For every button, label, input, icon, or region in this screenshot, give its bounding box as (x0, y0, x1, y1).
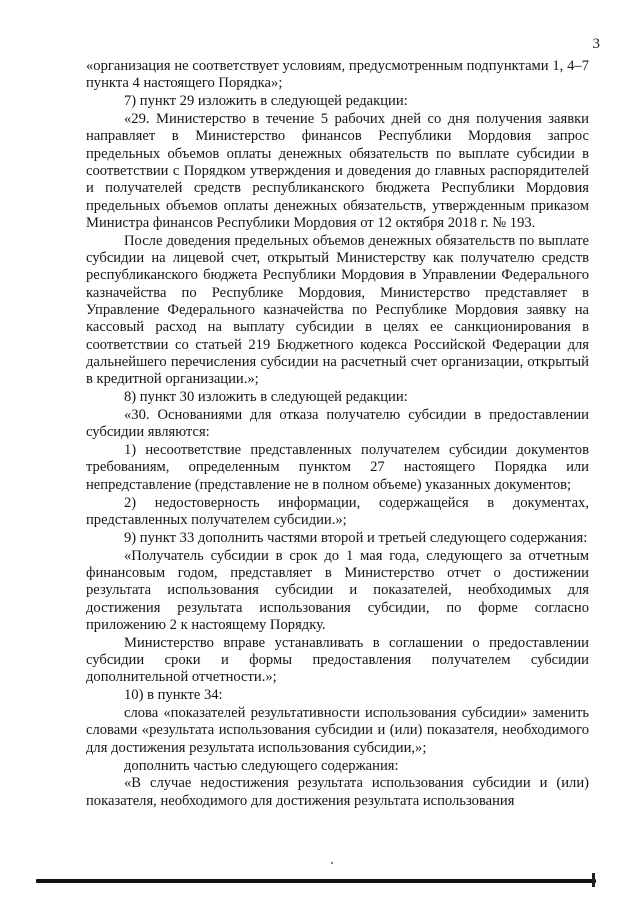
paragraph-8: 2) недостоверность информации, содержащейся в документах, представленных получателем субсидии.»; (86, 494, 589, 528)
paragraph-13: слова «показателей результативности использования субсидии» заменить словами «результата использования субсидии и (или) показателя, необходимого для достижения результата использования субсидии,»; (86, 705, 589, 756)
paragraph-2: 7) пункт 29 изложить в следующей редакции: (124, 93, 408, 110)
document-body (86, 58, 589, 811)
scan-speck (331, 862, 333, 864)
paragraph-5: 8) пункт 30 изложить в следующей редакции: (124, 389, 408, 406)
paragraph-6: «30. Основаниями для отказа получателю субсидии в предоставлении субсидии являются: (86, 406, 589, 441)
paragraph-1: «организация не соответствует условиям, предусмотренным подпунктами 1, 4–7 пункта 4 настоящего Порядка»; (86, 58, 589, 92)
scan-edge-bar (36, 879, 596, 883)
paragraph-11: Министерство вправе устанавливать в соглашении о предоставлении субсидии сроки и формы предоставления получателем субсидии дополнительной отчетности.»; (86, 634, 589, 686)
page-number: 3 (592, 36, 600, 52)
paragraph-12: 10) в пункте 34: (124, 687, 223, 704)
paragraph-3: «29. Министерство в течение 5 рабочих дней со дня получения заявки направляет в Министерство финансов Республики Мордовия запрос предельных объемов оплаты денежных обязательств по выплате субсидии в соответствии с Порядком утверждения и доведения до главных распорядителей и получателей средств республиканского бюджета Республики Мордовия предельных объемов оплаты денежных обязательств, утвержденным приказом Министра финансов Республики Мордовия от 12 октября 2018 г. № 193. (86, 111, 589, 231)
paragraph-10: «Получатель субсидии в срок до 1 мая года, следующего за отчетным финансовым годом, представляет в Министерство отчет о достижении результата использования субсидии и показателей, необходимых для достижения результата использования субсидии, по форме согласно приложению 2 к настоящему Порядку. (86, 547, 589, 633)
paragraph-9: 9) пункт 33 дополнить частями второй и третьей следующего содержания: (124, 529, 588, 546)
paragraph-4: После доведения предельных объемов денежных обязательств по выплате субсидии на лицевой счет, открытый Министерству как получателю средств республиканского бюджета Республики Мордовия в Управлении Федерального казначейства по Республике Мордовия, Министерство представляет в Управление Федерального казначейства по Республике Мордовия заявку на кассовый расход на выплату субсидии в целях ее санкционирования в соответствии со статьей 219 Бюджетного кодекса Российской Федерации для дальнейшего перечисления субсидии на расчетный счет организации, открытый в кредитной организации.»; (86, 232, 589, 388)
paragraph-15: «В случае недостижения результата использования субсидии и (или) показателя, необходимого для достижения результата использования (86, 775, 589, 809)
paragraph-7: 1) несоответствие представленных получателем субсидии документов требованиям, определенным пунктом 27 настоящего Порядка или непредставление (представление не в полном объеме) указанных документов; (86, 442, 589, 493)
scan-edge-mark (592, 873, 595, 887)
paragraph-14: дополнить частью следующего содержания: (124, 757, 399, 774)
